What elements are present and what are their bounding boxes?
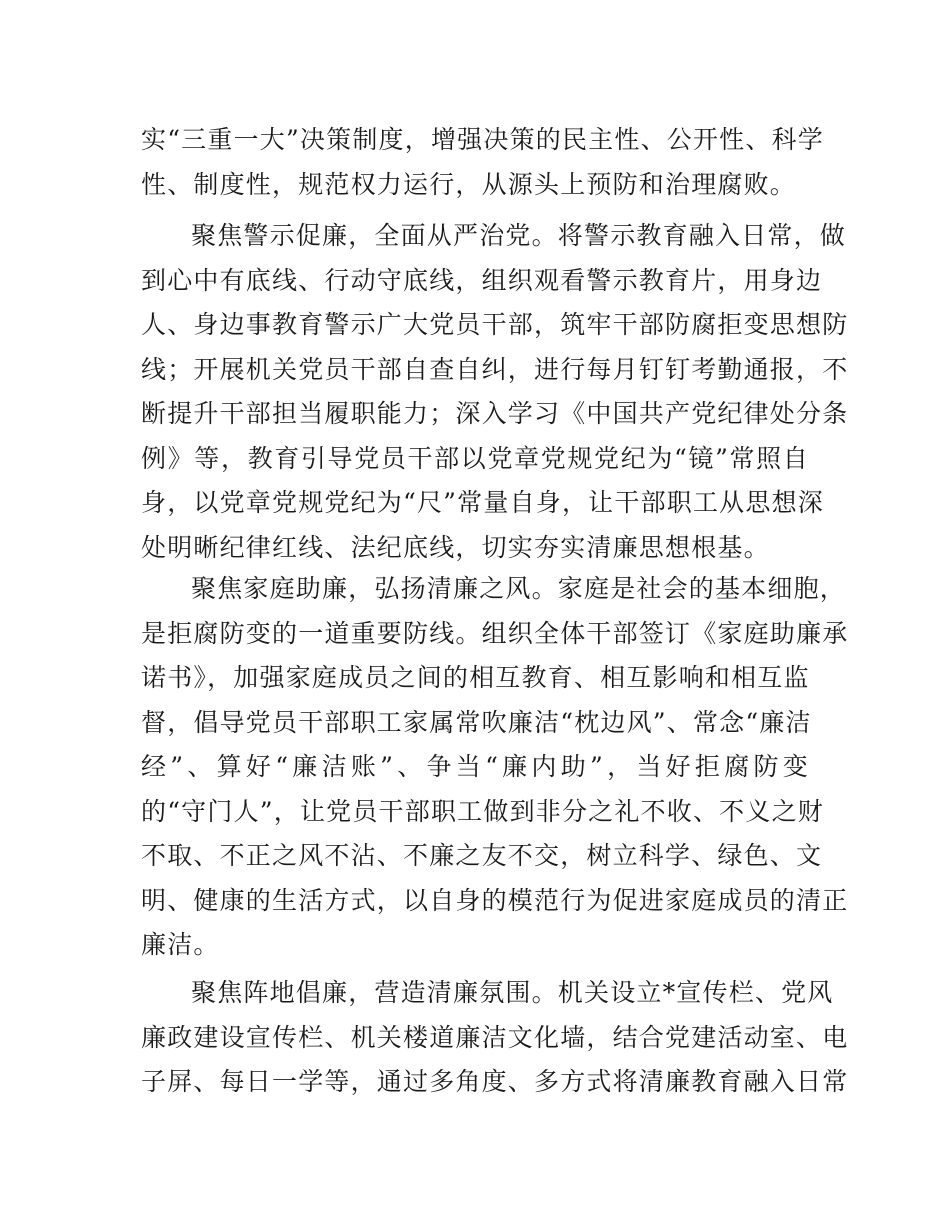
paragraph-line: 督，倡导党员干部职工家属常吹廉洁“枕边风”、常念“廉洁 — [141, 707, 812, 737]
paragraph-line: 聚焦警示促廉，全面从严治党。将警示教育融入日常，做 — [191, 221, 847, 250]
paragraph-line: 线；开展机关党员干部自查自纠，进行每月钉钉考勤通报，不 — [141, 354, 849, 384]
paragraph-line: 人、身边事教育警示广大党员干部，筑牢干部防腐拒变思想防 — [141, 310, 849, 339]
paragraph-line: 明、健康的生活方式，以自身的模范行为促进家庭成员的清正 — [141, 885, 849, 915]
paragraph-line: 廉政建设宣传栏、机关楼道廉洁文化墙，结合党建活动室、电 — [141, 1022, 849, 1052]
paragraph-2 — [141, 214, 849, 570]
paragraph-line: 到心中有底线、行动守底线，组织观看警示教育片，用身边 — [141, 265, 823, 295]
paragraph-line: 身，以党章党规党纪为“尺”常量自身，让干部职工从思想深 — [141, 488, 824, 517]
paragraph-4 — [141, 971, 849, 1105]
paragraph-line: 是拒腐防变的一道重要防线。组织全体干部签订《家庭助廉承 — [141, 618, 849, 648]
paragraph-line: 实“三重一大”决策制度，增强决策的民主性、公开性、科学 — [141, 125, 824, 154]
paragraph-line: 廉洁。 — [141, 930, 220, 959]
paragraph-1 — [141, 118, 824, 207]
paragraph-line: 子屏、每日一学等，通过多角度、多方式将清廉教育融入日常 — [141, 1067, 849, 1096]
paragraph-line: 性、制度性，规范权力运行，从源头上预防和治理腐败。 — [141, 169, 797, 199]
paragraph-line: 不取、不正之风不沾、不廉之友不交，树立科学、绿色、文 — [141, 841, 823, 870]
paragraph-3 — [141, 567, 849, 968]
paragraph-line: 诺书》，加强家庭成员之间的相互教育、相互影响和相互监 — [141, 663, 810, 692]
paragraph-line: 例》等，教育引导党员干部以党章党规党纪为“镜”常照自 — [141, 443, 809, 473]
paragraph-line: 处明晰纪律红线、法纪底线，切实夯实清廉思想根基。 — [141, 532, 770, 562]
paragraph-line: 聚焦阵地倡廉，营造清廉氛围。机关设立*宣传栏、党风 — [191, 978, 834, 1007]
paragraph-line: 的“守门人”，让党员干部职工做到非分之礼不收、不义之财 — [141, 796, 824, 826]
paragraph-line: 经”、算好“廉洁账”、争当“廉内助”，当好拒腐防变 — [141, 752, 809, 781]
paragraph-line: 聚焦家庭助廉，弘扬清廉之风。家庭是社会的基本细胞， — [191, 574, 847, 603]
paragraph-line: 断提升干部担当履职能力；深入学习《中国共产党纪律处分条 — [141, 399, 849, 428]
